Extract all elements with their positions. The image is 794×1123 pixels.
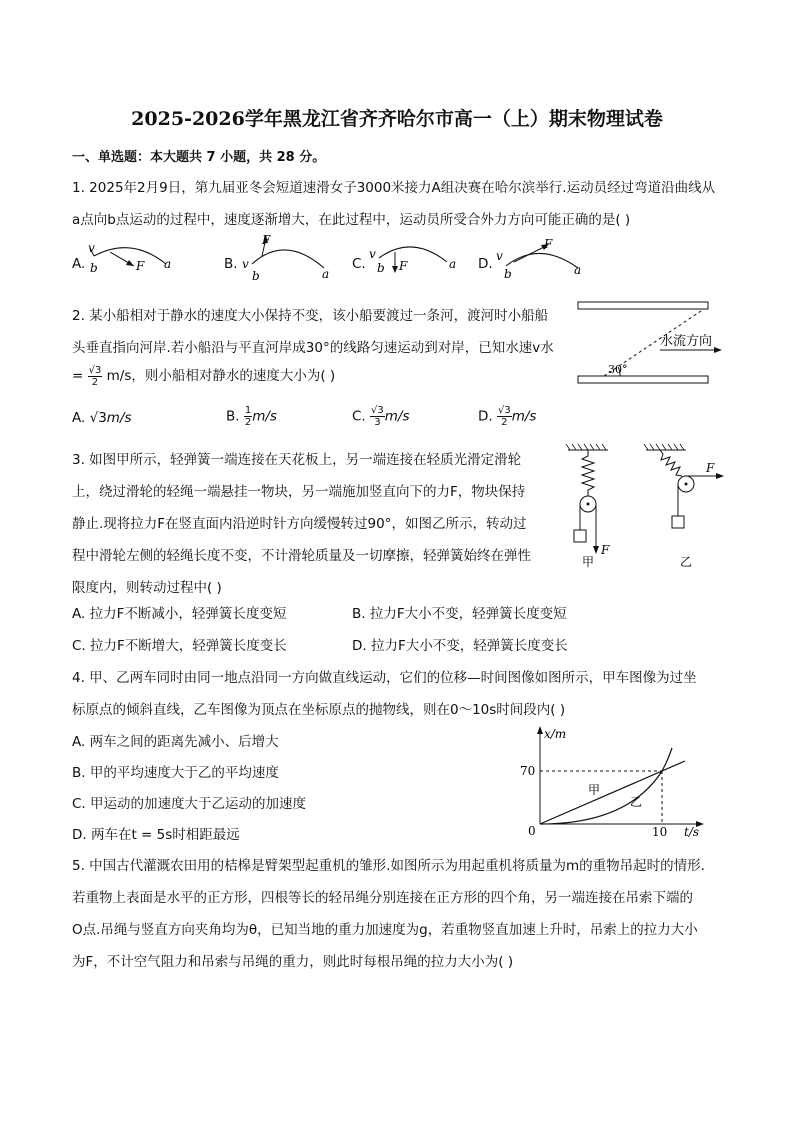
q3-line-4: 程中滑轮左侧的轻绳长度不变，不计滑轮质量及一切摩擦，轻弹簧始终在弹性: [72, 548, 531, 564]
q1a-b-label: b: [90, 261, 98, 275]
q2-line-3-text: m/s，则小船相对静水的速度大小为( ): [106, 368, 336, 384]
q1a-v-label: v: [88, 241, 95, 255]
q2-river-diagram: [574, 296, 724, 388]
q2-option-b-label: B.: [226, 408, 240, 425]
q2-option-a: [72, 410, 132, 426]
q1c-f-label: F: [399, 259, 408, 273]
q3-spring-pulley-diagram: [560, 444, 730, 574]
q2-water-speed-numerator: √3: [88, 364, 102, 376]
q3-line-3: 静止.现将拉力F在竖直面内沿逆时针方向缓慢转过90°，如图乙所示，转动过: [72, 516, 527, 532]
q1b-v-label: v: [242, 257, 249, 271]
q2-option-a-unit: m/s: [106, 410, 132, 426]
q2-option-a-value: √3: [89, 410, 107, 426]
q1b-a-label: a: [322, 267, 330, 281]
q1-option-a-label: A.: [72, 256, 86, 272]
q3-force-label-left: F: [601, 543, 610, 557]
q2-option-c: [352, 405, 409, 428]
q2-water-speed-denominator: 2: [91, 376, 99, 388]
q3-force-label-right: F: [706, 461, 715, 475]
q1-line-2: a点向b点运动的过程中，速度逐渐增大，在此过程中，运动员所受合外力方向可能正确的是( ): [72, 212, 631, 228]
q2-option-b-fraction: [244, 405, 252, 428]
q2-option-d: [478, 405, 536, 428]
q1b-f-label: F: [262, 233, 271, 247]
q2-option-b-numerator: 1: [244, 405, 252, 416]
q3-label-yi: 乙: [680, 555, 693, 569]
q3-option-d: D. 拉力F大小不变，轻弹簧长度变长: [352, 638, 568, 654]
q2-option-b-denominator: 2: [244, 417, 252, 428]
q2-option-c-label: C.: [352, 408, 366, 425]
q4-option-a: A. 两车之间的距离先减小、后增大: [72, 734, 279, 750]
q1b-b-label: b: [252, 269, 260, 283]
q3-option-b: B. 拉力F大小不变，轻弹簧长度变短: [352, 606, 567, 622]
q2-option-d-label: D.: [478, 408, 493, 425]
q3-line-5: 限度内，则转动过程中( ): [72, 580, 222, 596]
q1-option-c-label: C.: [352, 256, 366, 272]
q2-option-b-unit: m/s: [252, 408, 277, 425]
q4-line-2: 标原点的倾斜直线，乙车图像为顶点在坐标原点的抛物线，则在0～10s时间段内( ): [72, 702, 566, 718]
q1d-f-label: F: [544, 237, 553, 251]
q5-line-3: O点.吊绳与竖直方向夹角均为θ，已知当地的重力加速度为g，若重物竖直加速上升时，吊索上的拉力大小: [72, 922, 698, 938]
q1-diagram-a: [86, 238, 181, 278]
q1-option-d-label: D.: [478, 256, 493, 272]
q4-series-yi: 乙: [630, 795, 643, 809]
q1-line-1: 1. 2025年2月9日，第九届亚冬会短道速滑女子3000米接力A组决赛在哈尔滨举行.运动员经过弯道沿曲线从: [72, 180, 716, 196]
q2-line-3: [72, 364, 335, 388]
q3-option-a: A. 拉力F不断减小，轻弹簧长度变短: [72, 606, 287, 622]
q5-line-1: 5. 中国古代灌溉农田用的桔槔是臂架型起重机的雏形.如图所示为用起重机将质量为m的重物吊起时的情形.: [72, 858, 705, 874]
q1c-a-label: a: [449, 257, 457, 271]
q4-line-1: 4. 甲、乙两车同时由同一地点沿同一方向做直线运动，它们的位移—时间图像如图所示，甲车图像为过坐: [72, 670, 697, 686]
q1c-v-label: v: [369, 247, 376, 261]
q2-option-d-fraction: [497, 405, 512, 428]
q3-label-jia: 甲: [582, 555, 595, 569]
q4-xlabel: t/s: [684, 825, 700, 839]
q2-option-d-denominator: 2: [501, 417, 508, 428]
q2-option-d-unit: m/s: [511, 408, 537, 425]
q2-flow-label: 水流方向: [660, 334, 713, 349]
q4-option-c: C. 甲运动的加速度大于乙运动的加速度: [72, 796, 307, 812]
q1a-f-label: F: [136, 259, 145, 273]
q2-line-2: 头垂直指向河岸.若小船沿与平直河岸成30°的线路匀速运动到对岸，已知水速v水: [72, 340, 554, 356]
q1-diagram-b: [240, 232, 335, 283]
q3-line-2: 上，绕过滑轮的轻绳一端悬挂一物块，另一端施加竖直向下的力F，物块保持: [72, 484, 526, 500]
q3-option-c: C. 拉力F不断增大，轻弹簧长度变长: [72, 638, 287, 654]
q1d-a-label: a: [574, 263, 582, 277]
q2-line-1: 2. 某小船相对于静水的速度大小保持不变，该小船要渡过一条河，渡河时小船船: [72, 308, 549, 324]
q2-water-speed-fraction: [88, 365, 103, 388]
q1d-b-label: b: [504, 267, 512, 281]
q4-ylabel: x/m: [544, 727, 567, 741]
q3-line-1: 3. 如图甲所示，轻弹簧一端连接在天花板上，另一端连接在轻质光滑定滑轮: [72, 452, 522, 468]
q2-option-c-fraction: [370, 405, 385, 428]
q1-option-b-label: B.: [224, 256, 238, 272]
q1-diagram-d: [494, 236, 589, 280]
paper-title: 2025-2026学年黑龙江省齐齐哈尔市高一（上）期末物理试卷: [131, 108, 663, 130]
q4-origin-label: 0: [528, 824, 536, 838]
q2-option-d-numerator: √3: [497, 405, 511, 416]
section-heading: 一、单选题：本大题共 7 小题，共 28 分。: [72, 150, 326, 165]
q1-diagram-c: [367, 238, 462, 278]
q4-y-tick-70: 70: [520, 764, 536, 778]
q2-option-c-denominator: 3: [374, 417, 381, 428]
q5-line-4: 为F，不计空气阻力和吊索与吊绳的重力，则此时每根吊绳的拉力大小为( ): [72, 954, 514, 970]
q2-angle-label: 30°: [608, 363, 628, 376]
q1d-v-label: v: [496, 249, 503, 263]
q2-option-c-numerator: √3: [371, 405, 384, 416]
q2-line-3-equals: =: [72, 368, 84, 384]
q4-line-jia: [540, 761, 685, 824]
q4-curve-yi: [540, 748, 672, 824]
q2-option-b: [226, 405, 277, 428]
q4-series-jia: 甲: [588, 783, 601, 797]
q4-option-d: D. 两车在t = 5s时相距最远: [72, 827, 240, 843]
q4-xt-graph: [510, 720, 720, 840]
q1a-a-label: a: [164, 257, 172, 271]
q1c-b-label: b: [377, 261, 385, 275]
q2-option-a-label: A.: [72, 410, 86, 426]
q5-line-2: 若重物上表面是水平的正方形，四根等长的轻吊绳分别连接在正方形的四个角，另一端连接在吊索下端的: [72, 890, 693, 906]
q2-option-c-unit: m/s: [384, 408, 410, 425]
q4-x-tick-10: 10: [652, 825, 668, 839]
q4-option-b: B. 甲的平均速度大于乙的平均速度: [72, 765, 279, 781]
